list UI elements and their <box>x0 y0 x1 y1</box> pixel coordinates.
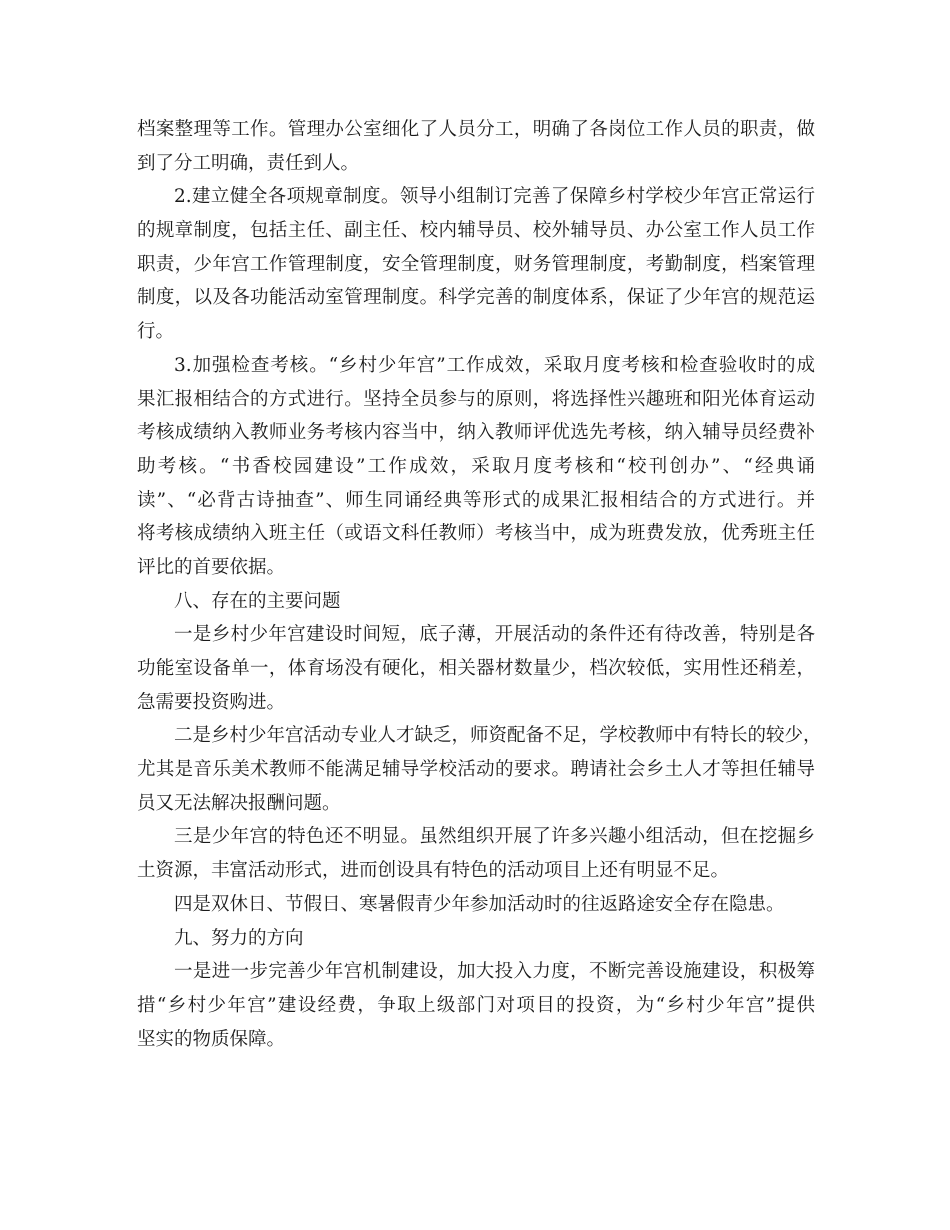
document-body <box>137 113 822 1056</box>
text-line: 的规章制度，包括主任、副主任、校内辅导员、校外辅导员、办公室工作人员工作 <box>137 220 815 242</box>
text-line: 四是双休日、节假日、寒暑假青少年参加活动时的往返路途安全存在隐患。 <box>174 893 785 915</box>
text-line: 考核成绩纳入教师业务考核内容当中，纳入教师评优选先考核，纳入辅导员经费补 <box>137 422 815 444</box>
text-line: 将考核成绩纳入班主任（或语文科任教师）考核当中，成为班费发放，优秀班主任 <box>137 523 815 545</box>
text-line: 职责，少年宫工作管理制度，安全管理制度，财务管理制度，考勤制度，档案管理 <box>137 253 815 275</box>
text-line: 九、努力的方向 <box>174 927 304 949</box>
text-line: 急需要投资购进。 <box>137 691 286 713</box>
text-line: 评比的首要依据。 <box>137 556 286 578</box>
text-line: 行。 <box>137 321 175 343</box>
text-line: 一是进一步完善少年宫机制建设，加大投入力度，不断完善设施建设，积极筹 <box>174 961 815 983</box>
text-line: 坚实的物质保障。 <box>137 1028 286 1050</box>
text-line: 三是少年宫的特色还不明显。虽然组织开展了许多兴趣小组活动，但在挖掘乡 <box>174 826 815 848</box>
text-line: 到了分工明确，责任到人。 <box>137 152 360 174</box>
text-line: 制度，以及各功能活动室管理制度。科学完善的制度体系，保证了少年宫的规范运 <box>137 287 815 309</box>
text-line: 功能室设备单一，体育场没有硬化，相关器材数量少，档次较低，实用性还稍差， <box>137 658 815 679</box>
text-line: 土资源，丰富活动形式，进而创设具有特色的活动项目上还有明显不足。 <box>137 860 730 882</box>
text-line: 3.加强检查考核。“乡村少年宫”工作成效，采取月度考核和检查验收时的成 <box>174 354 815 376</box>
text-line: 2.建立健全各项规章制度。领导小组制订完善了保障乡村学校少年宫正常运行 <box>174 186 815 208</box>
text-line: 二是乡村少年宫活动专业人才缺乏，师资配备不足，学校教师中有特长的较少， <box>174 725 822 747</box>
text-line: 助考核。“书香校园建设”工作成效，采取月度考核和“校刊创办”、“经典诵 <box>137 455 815 477</box>
text-line: 尤其是音乐美术教师不能满足辅导学校活动的要求。聘请社会乡土人才等担任辅导 <box>137 759 815 781</box>
text-line: 档案整理等工作。管理办公室细化了人员分工，明确了各岗位工作人员的职责，做 <box>137 119 815 140</box>
text-line: 措“乡村少年宫”建设经费，争取上级部门对项目的投资，为“乡村少年宫”提供 <box>137 994 815 1016</box>
text-line: 八、存在的主要问题 <box>174 590 341 612</box>
text-line: 读”、“必背古诗抽查”、师生同诵经典等形式的成果汇报相结合的方式进行。并 <box>137 489 815 511</box>
text-line: 果汇报相结合的方式进行。坚持全员参与的原则，将选择性兴趣班和阳光体育运动 <box>137 388 815 410</box>
text-line: 一是乡村少年宫建设时间短，底子薄，开展活动的条件还有待改善，特别是各 <box>174 624 815 646</box>
text-line: 员又无法解决报酬问题。 <box>137 792 341 814</box>
